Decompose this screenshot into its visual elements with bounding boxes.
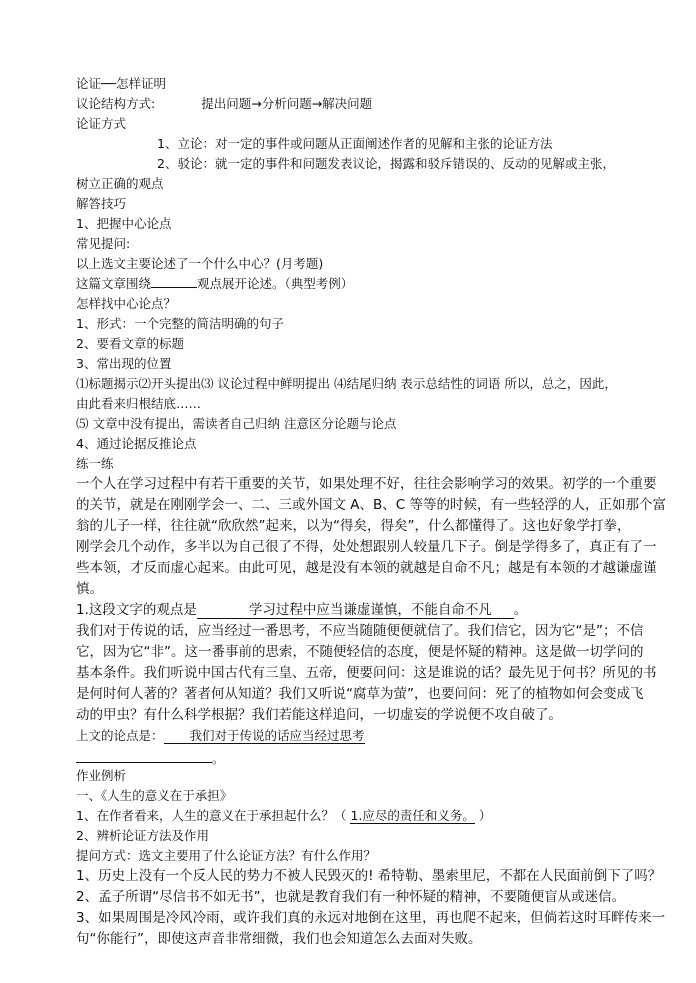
- common-question-2: [76, 278, 353, 291]
- passage2-line: 是何时何人著的？著者何从知道？我们又听说“腐草为萤”，也要问问：死了的植物如何会变成飞: [76, 686, 644, 702]
- common-question-2-before: 这篇文章围绕: [76, 276, 152, 291]
- question-2-prefix: 上文的论点是：: [76, 728, 164, 743]
- passage1-line: 慎。: [76, 581, 103, 597]
- passage1-line: 一个人在学习过程中有若干重要的关节，如果处理不好，往往会影响学习的效果。初学的一个重要: [76, 476, 657, 492]
- method-2-line1: 2、驳论：就一定的事件和问题发表议论，揭露和驳斥错误的、反动的见解或主张，: [157, 156, 615, 171]
- how-find-heading: 怎样找中心论点？: [76, 296, 177, 311]
- homework-question-1-suffix: ）: [474, 808, 492, 823]
- example-3-line2: 句“你能行”，即使这声音非常细微，我们也会知道怎么去面对失败。: [76, 931, 482, 947]
- common-question-label: 常见提问:: [76, 236, 131, 251]
- homework-heading: 作业例析: [76, 768, 127, 783]
- methods-heading: 论证方式: [76, 116, 127, 131]
- question-2: [76, 730, 365, 744]
- question-2-answer: 我们对于传说的话应当经过思考: [164, 730, 365, 744]
- find-item-1: 1、形式：一个完整的简洁明确的句子: [76, 316, 284, 331]
- structure-line: [76, 98, 372, 111]
- passage1-line: 些本领，才反而虚心起来。由此可见，越是没有本领的就越是自命不凡；越是有本领的才越谦虚谨: [76, 560, 657, 576]
- question-1: [76, 604, 527, 619]
- passage2-line: 我们对于传说的话，应当经过一番思考，不应当随随便便就信了。我们信它，因为它“是”；不信: [76, 623, 644, 639]
- method-2-line2: 树立正确的观点: [76, 176, 164, 191]
- homework-question-1-prefix: 1、在作者看来，人生的意义在于承担起什么？（: [76, 808, 351, 823]
- homework-question-1: [76, 810, 491, 824]
- example-1: 1、历史上没有一个反人民的势力不被人民毁灭的! 希特勒、墨索里尼，不都在人民面前倒下了吗？: [76, 868, 662, 884]
- section-title: 论证──怎样证明: [76, 76, 167, 91]
- passage1-line: 翁的儿子一样，往往就“欣欣然”起来，以为“得矣，得矣”，什么都懂得了。这也好象学打拳，: [76, 518, 631, 534]
- tip-1: 1、把握中心论点: [76, 216, 172, 231]
- find-item-3: 3、常出现的位置: [76, 356, 172, 371]
- practice-heading: 练一练: [76, 456, 114, 471]
- question-2-continuation: [76, 750, 225, 766]
- passage1-line: 的关节，就是在刚刚学会一、二、三或外国文 A、B、C 等等的时候，有一些轻浮的人，正如那个富: [76, 497, 667, 513]
- ask-format: 提问方式：选文主要用了什么论证方法？有什么作用？: [76, 848, 377, 863]
- structure-value: 提出问题→分析问题→解决问题: [201, 96, 373, 111]
- passage2-line: 它，因为它“非”。这一番事前的思索，不随便轻信的态度，便是怀疑的精神。这是做一切学问的: [76, 644, 644, 660]
- find-item-2: 2、要看文章的标题: [76, 336, 184, 351]
- question-1-prefix: 1.这段文字的观点是: [76, 602, 197, 618]
- position-line-3: ⑸ 文章中没有提出，需读者自己归纳 注意区分论题与论点: [76, 416, 397, 431]
- fill-blank: [151, 287, 197, 288]
- find-item-4: 4、通过论据反推论点: [76, 436, 197, 451]
- common-question-1: 以上选文主要论述了一个什么中心？(月考题): [76, 256, 324, 271]
- passage1-line: 刚学会几个动作，多半以为自己很了不得，处处想跟别人较量几下子。倒是学得多了，真正有了一: [76, 539, 657, 555]
- example-2: 2、孟子所谓“尽信书不如无书”，也就是教育我们有一种怀疑的精神，不要随便盲从或迷信。: [76, 889, 626, 905]
- example-3-line1: 3、如果周围是冷风冷雨，或许我们真的永远对地倒在这里，再也爬不起来，但倘若这时耳畔传来一: [76, 910, 666, 926]
- method-1: 1、立论：对一定的事件或问题从正面阐述作者的见解和主张的论证方法: [157, 136, 553, 151]
- passage2-line: 动的甲虫？有什么科学根据？我们若能这样追问，一切虚妄的学说便不攻自破了。: [76, 707, 562, 723]
- passage2-line: 基本条件。我们听说中国古代有三皇、五帝，便要问问：这是谁说的话？最先见于何书？所见的书: [76, 665, 657, 681]
- question-2-suffix: 。: [212, 751, 225, 766]
- tips-heading: 解答技巧: [76, 196, 127, 211]
- common-question-2-after: 观点展开论述。（典型考例）: [197, 276, 354, 291]
- homework-item: 一、《人生的意义在于承担》: [76, 788, 233, 803]
- homework-question-1-answer: 1.应尽的责任和义务。: [350, 808, 475, 823]
- homework-question-2: 2、辨析论证方法及作用: [76, 828, 209, 843]
- question-1-suffix: 。: [513, 602, 528, 618]
- position-line-1: ⑴标题揭示⑵开头提出⑶ 议论过程中鲜明提出 ⑷结尾归纳 表示总结性的词语 所以，总之，因此，: [76, 376, 617, 391]
- question-1-answer: 学习过程中应当谦虚谨慎，不能自命不凡: [197, 604, 514, 619]
- position-line-2: 由此看来归根结底……: [76, 396, 202, 411]
- structure-label: 议论结构方式:: [76, 96, 156, 111]
- answer-underline: [76, 750, 212, 763]
